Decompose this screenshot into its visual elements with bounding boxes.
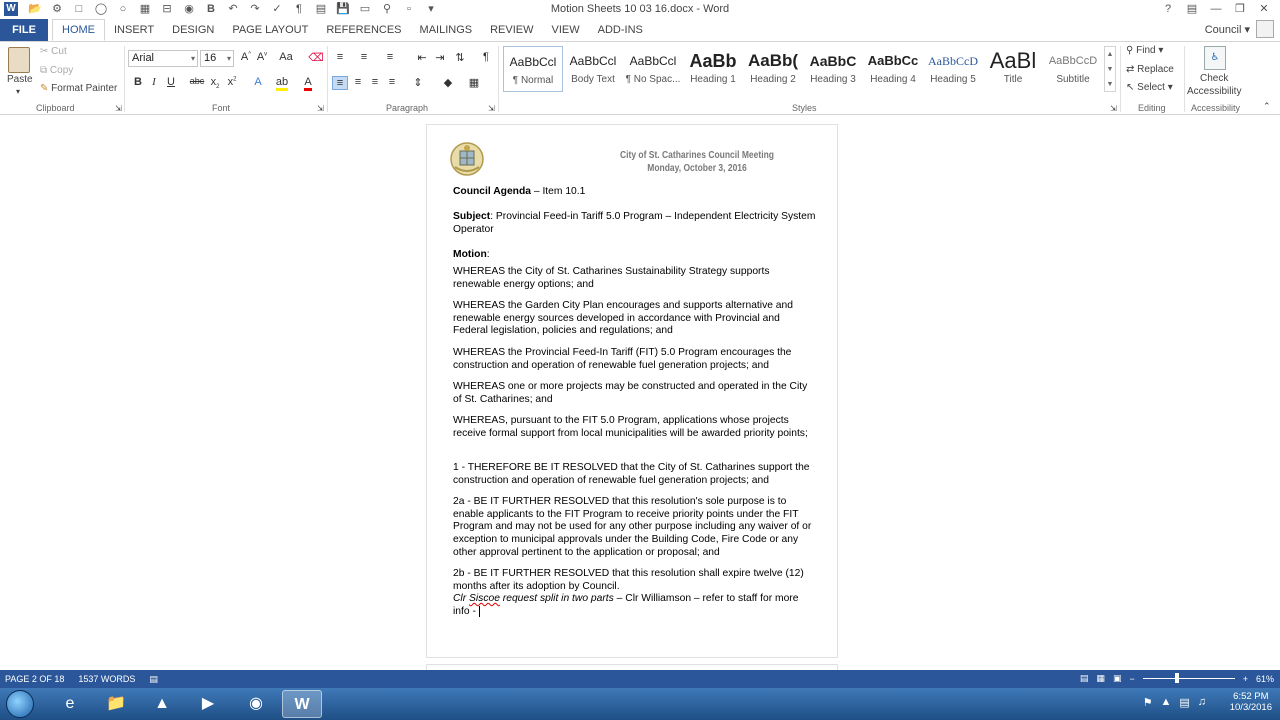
copy-icon: ⧉ (40, 65, 48, 76)
shading-icon[interactable]: ◆ (443, 77, 453, 89)
tab-design[interactable]: DESIGN (172, 24, 215, 36)
system-tray (1143, 696, 1206, 709)
subject-line: Subject: Provincial Feed-in Tariff 5.0 Program – Independent Electricity System Operator (453, 211, 816, 235)
zoom-thumb[interactable] (1175, 673, 1179, 683)
style-heading-5[interactable]: AaBbCcD Heading 5 (928, 54, 978, 85)
style-heading-3[interactable]: AaBbC Heading 3 (809, 53, 857, 85)
staff-note: Clr Siscoe request split in two parts – Clr Williamson – refer to staff for more info - (453, 593, 799, 617)
check-accessibility-label-2[interactable]: Accessibility (1187, 86, 1242, 97)
paste-dropdown-icon[interactable]: ▾ (16, 87, 21, 96)
document-page[interactable] (426, 124, 838, 658)
font-group-label: Font (212, 103, 231, 113)
font-color-icon[interactable]: A (300, 76, 316, 88)
help-icon[interactable]: ? (1164, 3, 1172, 15)
tab-file[interactable]: FILE (0, 19, 48, 41)
tab-references[interactable]: REFERENCES (326, 24, 402, 36)
replace-icon: ⇄ (1126, 64, 1135, 75)
tab-insert[interactable]: INSERT (114, 24, 155, 36)
word-taskbar-icon[interactable]: W (282, 690, 322, 718)
paragraph-mark-icon[interactable]: ¶ (296, 3, 302, 15)
clock[interactable] (1230, 691, 1272, 713)
qat-more-icon[interactable]: ▾ (428, 3, 434, 15)
style-heading-2[interactable]: AaBb( Heading 2 (747, 51, 799, 85)
word-count[interactable]: 1537 WORDS (78, 674, 136, 684)
chevron-down-icon: ▾ (226, 54, 231, 63)
save-icon[interactable]: 💾 (336, 3, 350, 15)
paragraph-5: WHEREAS, pursuant to the FIT 5.0 Program, applications whose projects receive formal support from local municipalities will be awarded priority points; (453, 415, 808, 439)
multilevel-list-icon[interactable]: ≡ (386, 51, 394, 63)
styles-launcher-icon[interactable]: ⇲ (1110, 104, 1117, 113)
change-case-icon[interactable]: Aa (279, 51, 293, 63)
minimize-icon[interactable]: — (1210, 3, 1222, 15)
numbering-icon[interactable]: ≡ (360, 51, 368, 63)
highlight-icon[interactable]: ab (274, 76, 290, 88)
chevron-down-icon: ▾ (1158, 45, 1164, 56)
select-button[interactable]: ↖ Select ▾ (1126, 82, 1173, 93)
line-spacing-icon[interactable]: ⇕ (413, 77, 423, 89)
word-logo-icon[interactable]: W (4, 2, 18, 16)
undo-icon[interactable]: ↶ (228, 3, 238, 15)
decrease-indent-icon[interactable]: ⇤ (417, 52, 427, 64)
paragraph-launcher-icon[interactable]: ⇲ (488, 104, 495, 113)
find-doc-icon[interactable]: ⚲ (382, 3, 392, 15)
account-name[interactable]: Council ▾ (1204, 24, 1250, 36)
city-seal-icon (449, 141, 485, 177)
divider (498, 46, 499, 112)
header-meeting-date: Monday, October 3, 2016 (647, 163, 747, 174)
subscript-button[interactable]: $x_2$ (210, 76, 220, 91)
network-icon[interactable]: ▤ (1179, 697, 1190, 709)
collapse-ribbon-icon[interactable]: ⌃ (1263, 101, 1271, 111)
start-button-icon[interactable] (6, 690, 34, 718)
cursor-icon: ↖ (1126, 82, 1135, 93)
print-preview-icon[interactable]: ▤ (315, 3, 327, 15)
paintbrush-icon: ✎ (40, 83, 49, 94)
align-left-icon[interactable]: ≡ (332, 76, 348, 90)
tab-list (52, 19, 652, 41)
print-layout-icon[interactable]: ▦ (1096, 673, 1105, 683)
clock-date: 10/3/2016 (1229, 702, 1272, 713)
clear-formatting-icon[interactable]: ⌫ (308, 52, 324, 64)
strikethrough-button[interactable]: abc (189, 76, 205, 86)
text-cursor (479, 606, 480, 617)
open-folder-icon[interactable]: 📂 (28, 3, 42, 15)
document-title: Motion Sheets 10 03 16.docx - Word (550, 3, 730, 15)
style-no-spacing[interactable]: AaBbCcl ¶ No Spac... (625, 54, 681, 85)
stapler-icon[interactable]: ▲ (154, 695, 170, 712)
underline-button[interactable]: U (167, 76, 175, 88)
ribbon-tabs (0, 19, 1280, 41)
read-mode-icon[interactable]: ▤ (1079, 673, 1089, 683)
style-heading-4[interactable]: AaBbCc Heading 4 (867, 53, 919, 85)
divider (1184, 46, 1185, 112)
editing-group-label: Editing (1138, 103, 1166, 113)
style-subtitle[interactable]: AaBbCcD Subtitle (1048, 55, 1098, 85)
motion-heading: Motion: (453, 249, 490, 260)
check-accessibility-label[interactable]: Check (1200, 73, 1229, 84)
align-right-icon[interactable]: ≡ (371, 76, 379, 88)
tab-page-layout[interactable]: PAGE LAYOUT (232, 24, 309, 36)
style-normal[interactable]: AaBbCcl ¶ Normal (503, 46, 563, 92)
superscript-button[interactable]: $x^2$ (227, 76, 237, 88)
scissors-icon: ✂ (40, 46, 49, 57)
chevron-up-icon[interactable]: ▲ (1106, 51, 1114, 58)
tab-home[interactable]: HOME (52, 19, 105, 41)
restore-icon[interactable]: ❐ (1235, 3, 1245, 15)
ribbon-display-icon[interactable]: ▤ (1186, 3, 1198, 15)
agenda-line: Council Agenda – Item 10.1 (453, 186, 586, 197)
web-layout-icon[interactable]: ▣ (1112, 673, 1122, 683)
more-styles-icon[interactable]: ▼ (1106, 81, 1114, 88)
tab-review[interactable]: REVIEW (490, 24, 534, 36)
justify-icon[interactable]: ≡ (388, 76, 396, 88)
font-launcher-icon[interactable]: ⇲ (317, 104, 324, 113)
paragraph-4: WHEREAS one or more projects may be constructed and operated in the City of St. Catharines; and (453, 381, 808, 405)
binoculars-icon: ⚲ (1126, 45, 1134, 56)
chrome-icon[interactable]: ◉ (249, 695, 263, 712)
media-player-icon[interactable]: ▶ (201, 695, 215, 712)
paragraph-6: 1 - THEREFORE BE IT RESOLVED that the City of St. Catharines support the construction and operation of renewable fuel generation projects; and (453, 462, 810, 486)
internet-explorer-icon[interactable]: e (65, 695, 75, 712)
bullets-icon[interactable]: ≡ (336, 51, 344, 63)
bold-button[interactable]: B (134, 76, 142, 88)
zoom-slider[interactable] (1143, 678, 1235, 679)
borders-icon[interactable]: ▦ (468, 77, 480, 89)
cut-button[interactable]: ✂ Cut (40, 46, 67, 57)
clock-time: 6:52 PM (1233, 691, 1269, 702)
document-area[interactable] (0, 116, 1280, 670)
tab-add-ins[interactable]: ADD-INS (597, 24, 643, 36)
clipboard-launcher-icon[interactable]: ⇲ (115, 104, 122, 113)
paste-button[interactable]: Paste (7, 74, 33, 85)
circle-icon[interactable]: ○ (119, 3, 127, 15)
page-icon[interactable]: ▫ (407, 3, 411, 15)
volume-icon[interactable]: ♫ (1197, 696, 1206, 708)
copy-button[interactable]: ⧉ Copy (40, 65, 74, 76)
tab-view[interactable]: VIEW (551, 24, 580, 36)
taskbar (0, 688, 1280, 720)
shrink-font-icon[interactable]: $A^v$ (256, 51, 268, 63)
paragraph-3: WHEREAS the Provincial Feed-In Tariff (FIT) 5.0 Program encourages the construction and operation of renewable fuel generation projects; and (453, 347, 792, 371)
ribbon-home (0, 41, 1280, 115)
divider (1120, 46, 1121, 112)
paragraph-1: WHEREAS the City of St. Catharines Sustainability Strategy supports renewable energy options; and (453, 266, 770, 290)
tab-mailings[interactable]: MAILINGS (419, 24, 473, 36)
show-formatting-icon[interactable]: ¶ (483, 51, 489, 63)
proofing-icon[interactable]: ▤ (149, 674, 158, 684)
chevron-down-icon: ▾ (1167, 82, 1173, 93)
zoom-level[interactable]: 61% (1255, 673, 1274, 684)
show-hidden-icons-icon[interactable]: ▲ (1160, 696, 1172, 708)
divider (124, 46, 125, 112)
paste-icon[interactable] (8, 47, 30, 73)
document-icon[interactable]: ▭ (359, 3, 371, 15)
borders-icon[interactable]: ▦ (139, 3, 151, 15)
bold-icon[interactable]: B (207, 3, 215, 15)
paragraph-group-label: Paragraph (386, 103, 429, 113)
insert-table-icon[interactable]: ⊟ (162, 3, 172, 15)
grow-font-icon[interactable]: A^ (240, 51, 252, 63)
font-name-combo[interactable]: Arial ▾ (128, 50, 198, 67)
binoculars-icon[interactable]: ◉ (184, 3, 194, 15)
header-meeting-title: City of St. Catharines Council Meeting (620, 150, 774, 161)
replace-button[interactable]: ⇄ Replace (1126, 64, 1174, 75)
italic-button[interactable]: I (152, 76, 156, 88)
status-bar (0, 670, 1280, 688)
text-effects-icon[interactable]: A (254, 76, 262, 88)
font-size-combo[interactable]: 16 ▾ (200, 50, 234, 67)
zoom-in-icon[interactable]: + (1242, 673, 1248, 684)
title-bar (0, 0, 1280, 19)
format-icon[interactable]: ⚙ (52, 3, 62, 15)
chevron-down-icon: ▾ (1244, 24, 1250, 36)
paragraph-8: 2b - BE IT FURTHER RESOLVED that this resolution shall expire twelve (12) months after its adoption by Council. (453, 568, 804, 592)
chevron-down-icon[interactable]: ▼ (1106, 66, 1114, 73)
file-explorer-icon[interactable]: 📁 (106, 695, 126, 712)
paragraph-7: 2a - BE IT FURTHER RESOLVED that this resolution's sole purpose is to enable applicants to the FIT Program to receive priority points under the FIT Program and may not be used for any other purpose including any waiver of or exception to municipal approvals under the Building Code, Fire Code or any other approval pertinent to the application or proposal; and (453, 496, 812, 558)
divider (327, 46, 328, 112)
style-heading-1[interactable]: AaBb Heading 1 (689, 51, 737, 85)
spelling-icon[interactable]: ✓ (272, 3, 282, 15)
zoom-out-icon[interactable]: − (1129, 673, 1135, 684)
styles-scroll[interactable] (1104, 46, 1116, 92)
styles-group-label: Styles (792, 103, 817, 113)
accessibility-icon[interactable]: ♿ (1204, 46, 1226, 70)
format-painter-button[interactable]: ✎ Format Painter (40, 83, 118, 94)
clipboard-group-label: Clipboard (36, 103, 75, 113)
avatar[interactable] (1256, 20, 1274, 38)
paragraph-2: WHEREAS the Garden City Plan encourages and supports alternative and renewable energy sources developed in accordance with Provincial and Federal legislation, policies and regulations; and (453, 300, 793, 337)
increase-indent-icon[interactable]: ⇥ (435, 52, 445, 64)
accessibility-group-label: Accessibility (1191, 103, 1241, 113)
shape-icon[interactable]: ◯ (94, 3, 108, 15)
close-icon[interactable]: ✕ (1259, 3, 1269, 15)
page-count[interactable]: PAGE 2 OF 18 (5, 674, 65, 684)
redo-icon[interactable]: ↷ (250, 3, 260, 15)
find-button[interactable]: ⚲ Find ▾ (1126, 45, 1164, 56)
new-document-icon[interactable]: □ (75, 3, 83, 15)
sort-icon[interactable]: ⇅ (455, 52, 465, 64)
style-body-text[interactable]: AaBbCcl Body Text (569, 54, 617, 85)
align-center-icon[interactable]: ≡ (354, 76, 362, 88)
style-title[interactable]: AaBl Title (989, 48, 1037, 85)
chevron-down-icon: ▾ (190, 54, 195, 63)
shield-icon[interactable]: ⚑ (1142, 697, 1153, 709)
